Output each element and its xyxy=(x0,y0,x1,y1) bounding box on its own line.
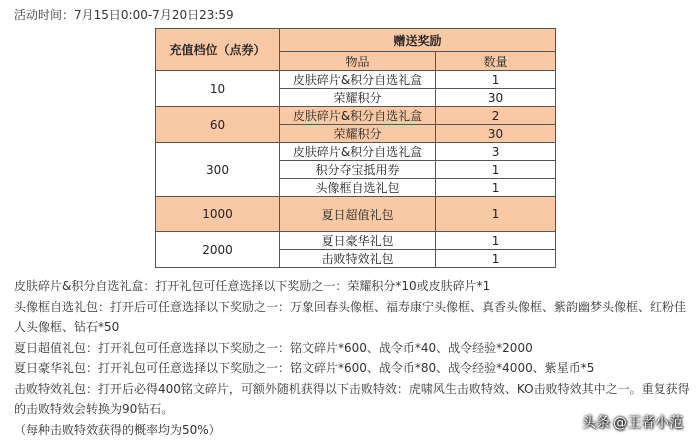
qty-cell: 30 xyxy=(436,125,556,143)
watermark xyxy=(582,412,683,432)
item-cell: 皮肤碎片&积分自选礼盒 xyxy=(280,107,436,125)
qty-cell: 1 xyxy=(436,232,556,250)
table-row xyxy=(156,143,556,161)
item-cell: 皮肤碎片&积分自选礼盒 xyxy=(280,143,436,161)
qty-cell: 30 xyxy=(436,89,556,107)
qty-cell: 1 xyxy=(436,197,556,232)
tier-cell: 2000 xyxy=(156,232,280,268)
item-cell: 头像框自选礼包 xyxy=(280,179,436,197)
note-defeat-effect: 击败特效礼包：打开后必得400铭文碎片，可额外随机获得以下击败特效：虎啸风生击败特效、KO击败特效其中之一。重复获得的击败特效会转换为90钻石。 xyxy=(14,381,690,416)
qty-cell: 1 xyxy=(436,71,556,89)
table-row xyxy=(156,107,556,125)
header-qty: 数量 xyxy=(436,52,556,71)
table-row xyxy=(156,71,556,89)
item-cell: 荣耀积分 xyxy=(280,89,436,107)
tier-cell: 1000 xyxy=(156,197,280,232)
item-cell: 荣耀积分 xyxy=(280,125,436,143)
tier-cell: 10 xyxy=(156,71,280,107)
note-probability: （每种击败特效获得的概率均为50%） xyxy=(14,422,221,437)
qty-cell: 1 xyxy=(436,179,556,197)
watermark-prefix: 头条 xyxy=(582,415,610,431)
tier-cell: 300 xyxy=(156,143,280,197)
tier-cell: 60 xyxy=(156,107,280,143)
header-item: 物品 xyxy=(280,52,436,71)
item-cell: 击败特效礼包 xyxy=(280,250,436,268)
note-avatar-frame: 头像框自选礼包：打开后可任意选择以下奖励之一：万象回春头像框、福寿康宁头像框、真香头像框、紫韵幽梦头像框、红粉佳人头像框、钻石*50 xyxy=(14,299,687,334)
table-row xyxy=(156,197,556,232)
note-summer-value: 夏日超值礼包：打开礼包可任意选择以下奖励之一：铭文碎片*600、战令币*40、战令经验*2000 xyxy=(14,340,533,355)
item-cell: 皮肤碎片&积分自选礼盒 xyxy=(280,71,436,89)
item-cell: 夏日豪华礼包 xyxy=(280,232,436,250)
qty-cell: 2 xyxy=(436,107,556,125)
qty-cell: 3 xyxy=(436,143,556,161)
header-reward: 赠送奖励 xyxy=(280,29,556,52)
item-cell: 积分夺宝抵用券 xyxy=(280,161,436,179)
qty-cell: 1 xyxy=(436,250,556,268)
table-row xyxy=(156,232,556,250)
watermark-handle: @王者小范 xyxy=(613,415,683,431)
reward-table xyxy=(155,28,556,268)
note-skin-box: 皮肤碎片&积分自选礼盒：打开礼包可任意选择以下奖励之一：荣耀积分*10或皮肤碎片*1 xyxy=(14,279,491,293)
qty-cell: 1 xyxy=(436,161,556,179)
activity-time: 活动时间：7月15日0:00-7月20日23:59 xyxy=(14,8,234,22)
item-cell: 夏日超值礼包 xyxy=(280,197,436,232)
header-tier: 充值档位（点券） xyxy=(156,29,280,71)
note-summer-luxury: 夏日豪华礼包：打开礼包可任意选择以下奖励之一：铭文碎片*600、战令币*80、战令经验*4000、紫星币*5 xyxy=(14,361,595,375)
